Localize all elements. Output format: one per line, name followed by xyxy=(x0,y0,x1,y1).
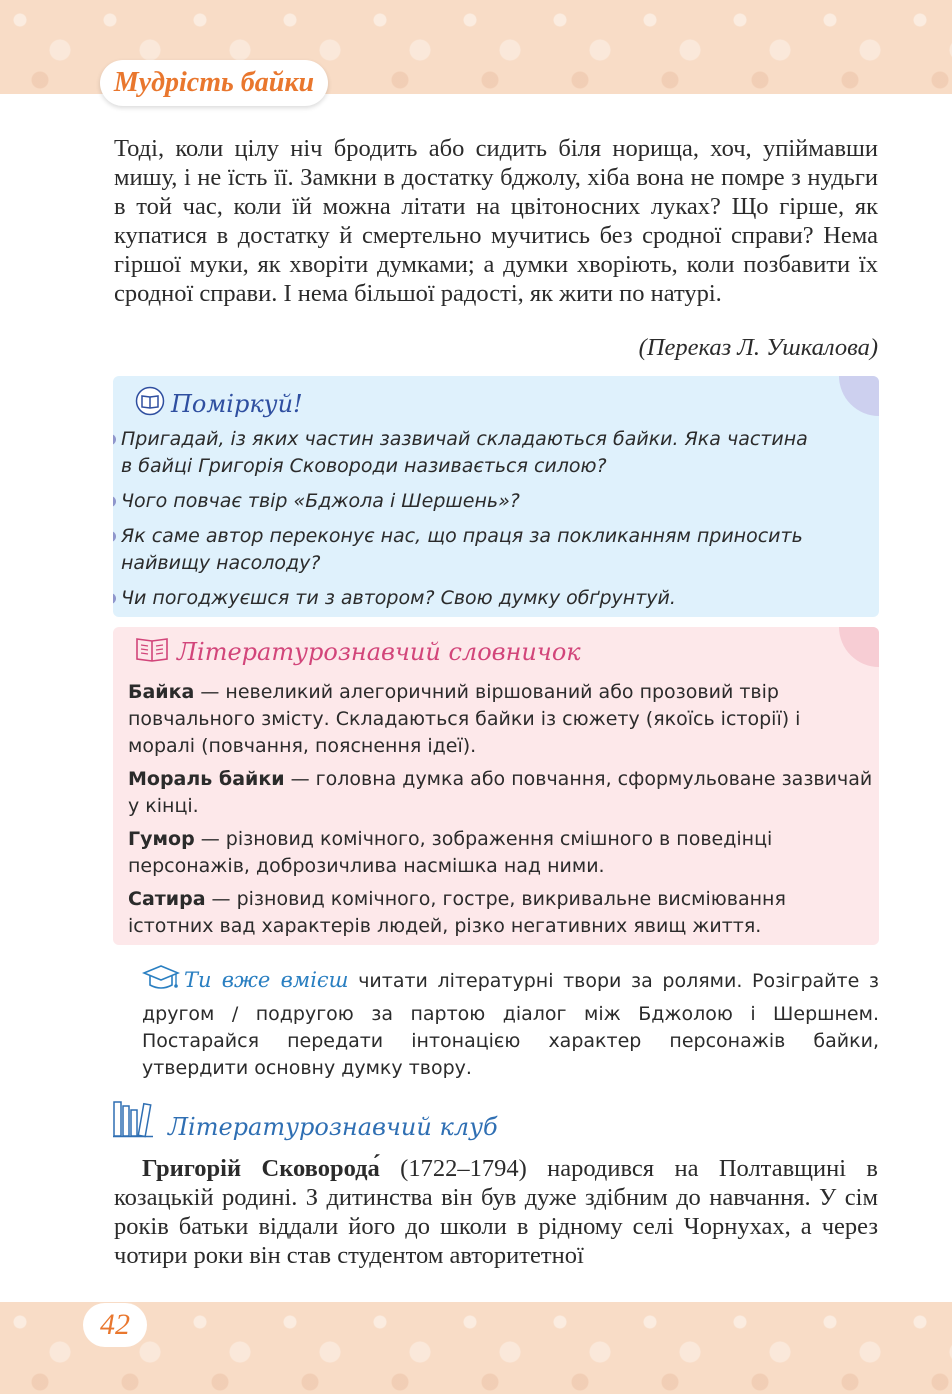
book-icon xyxy=(135,635,169,669)
glossary-definition: — невеликий алегоричний віршований або прозовий твір повчального змісту. Складаються байки із сюжету (якоїсь історії) і моралі (повчання, пояснення ідеї). xyxy=(128,681,801,757)
club-title: Літературознавчий клуб xyxy=(168,1112,498,1141)
glossary-definition: — різновид комічного, гостре, викривальне висміювання істотних вад характерів людей, різко негативних явищ життя. xyxy=(128,888,786,937)
question-item: Чи погоджуєшся ти з автором? Свою думку обґрунтуй. xyxy=(113,585,821,612)
bullet-icon xyxy=(113,434,116,445)
biography-paragraph xyxy=(114,1154,878,1270)
glossary-corner-decoration xyxy=(839,627,879,667)
club-heading xyxy=(112,1098,498,1143)
bookshelf-icon xyxy=(112,1098,154,1143)
question-item: Як саме автор переконує нас, що праця за покликанням приносить найвищу насолоду? xyxy=(113,523,821,577)
section-title: Мудрість байки xyxy=(100,60,328,106)
think-box-title: Поміркуй! xyxy=(171,390,303,418)
glossary-header xyxy=(135,635,581,669)
skills-note xyxy=(142,963,879,1082)
think-box-corner-decoration xyxy=(839,376,879,416)
page-number: 42 xyxy=(83,1303,147,1347)
author-name: Григорій Сковорода́ xyxy=(142,1155,380,1182)
bullet-icon xyxy=(113,496,116,507)
glossary-term: Мораль байки xyxy=(128,768,285,790)
bullet-icon xyxy=(113,531,116,542)
glossary-title: Літературознавчий словничок xyxy=(177,638,581,666)
glossary-entry xyxy=(128,766,873,820)
glossary-list xyxy=(128,679,873,945)
reading-passage: Тоді, коли цілу ніч бродить або сидить біля норища, хоч, упіймавши мишу, і не їсть її. Замкни в достатку бджолу, хіба вона не помре з нудьги в той час, коли їй можна літати на цвітоносних луках? Що гірше, як купатися в достатку й смертельно мучитись без сродної справи? Нема гіршої муки, як хворіти думками; а думки хворіють, коли позбавити їх сродної справи. І нема більшої радості, як жити по натурі. xyxy=(114,135,878,307)
skills-label: Ти вже вмієш xyxy=(184,968,349,992)
think-box-header xyxy=(135,386,303,422)
glossary-term: Гумор xyxy=(128,828,195,850)
glossary-definition: — різновид комічного, зображення смішного в поведінці персонажів, доброзичлива насмішка над ними. xyxy=(128,828,773,877)
question-list xyxy=(113,426,879,617)
think-box xyxy=(113,376,879,617)
glossary-entry xyxy=(128,886,873,940)
question-item: Чого повчає твір «Бджола і Шершень»? xyxy=(113,488,821,515)
glossary-box xyxy=(113,627,879,945)
biography-text: (1722–1794) народився на Полтавщині в козацькій родині. З дитинства він був дуже здібним до навчання. У сім років батьки віддали його до школи в рідному селі Чорнухах, а через чотири роки він став студентом авторитетної xyxy=(114,1155,878,1269)
glossary-entry xyxy=(128,826,873,880)
passage-attribution: (Переказ Л. Ушкалова) xyxy=(638,334,878,361)
glossary-entry xyxy=(128,679,873,760)
glossary-term: Сатира xyxy=(128,888,206,910)
skills-text: читати літературні твори за ролями. Розіграйте з другом / подругою за партою діалог між Бджолою і Шершнем. Постарайся передати інтонацією характер персонажів байки, утвердити основну думку твору. xyxy=(142,970,879,1079)
open-book-icon xyxy=(135,386,165,422)
graduation-cap-icon xyxy=(142,963,180,1001)
glossary-term: Байка xyxy=(128,681,195,703)
bullet-icon xyxy=(113,593,116,604)
glossary-definition: — головна думка або повчання, сформульоване зазвичай у кінці. xyxy=(128,768,873,817)
question-item: Пригадай, із яких частин зазвичай складаються байки. Яка частина в байці Григорія Сковороди називається силою? xyxy=(113,426,821,480)
